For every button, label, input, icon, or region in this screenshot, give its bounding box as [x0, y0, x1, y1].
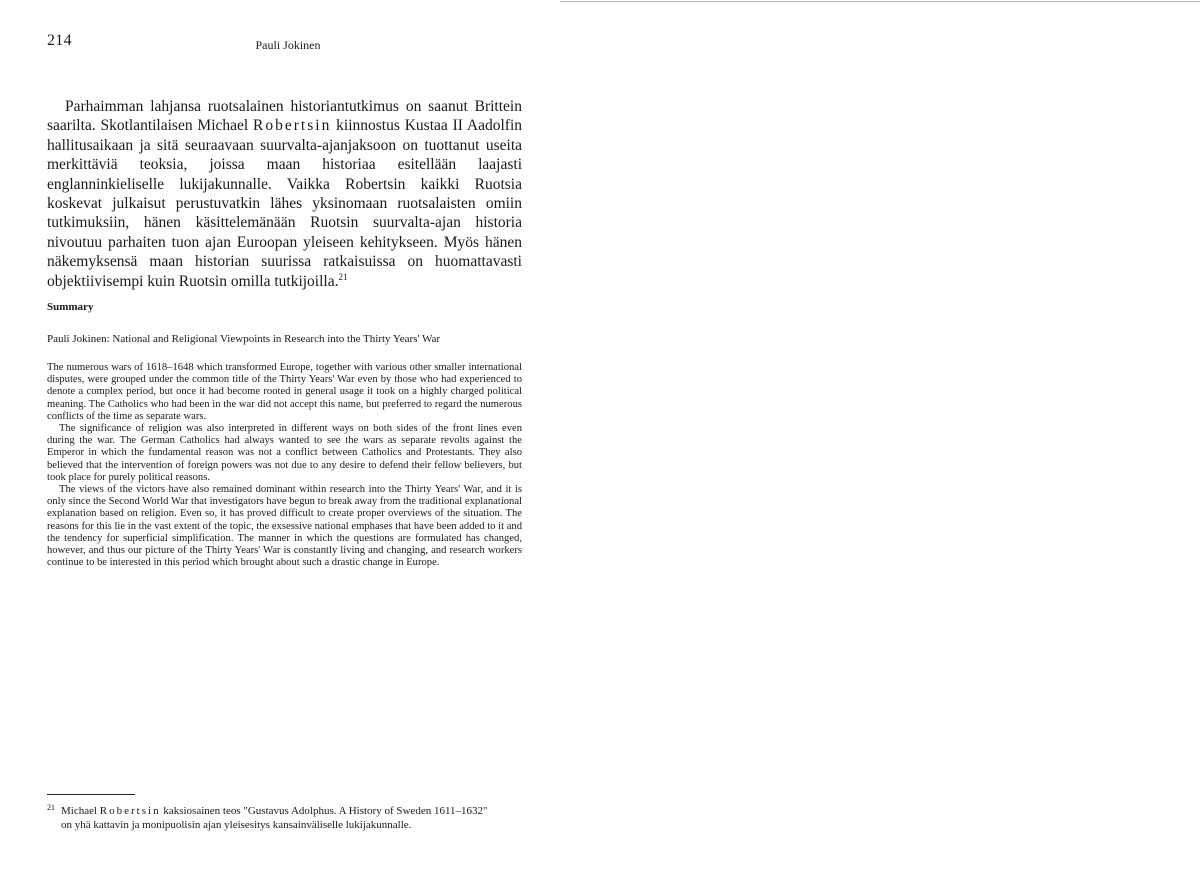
running-head: Pauli Jokinen: [255, 38, 321, 52]
footnote-rule: [47, 794, 135, 795]
page-number: 214: [47, 32, 72, 49]
summary-heading: Summary: [47, 301, 94, 313]
body-text-part2: kiinnostus Kustaa II Aadolfin hallitusaikaan ja sitä seuraavaan suurvalta-ajanjaksoon on tuottanut useita merkittäviä teoksia, joissa maan historiaa esitellään laajasti englanninkieliselle lukijakunnalle. Vaikka Robertsin kaikki Ruotsia koskevat julkaisut perustuvatkin lähes yksinomaan ruotsalaisten omiin tutkimuksiin, hänen käsittelemänään Ruotsin suurvalta-ajan historia nivoutuu parhaiten tuon ajan Euroopan yleiseen kehitykseen. Myös hänen näkemyksensä maan historian suurissa ratkaisuissa on huomattavasti objektiivisempi kuin Ruotsin omilla tutkijoilla.: [47, 117, 522, 290]
summary-paragraph: The numerous wars of 1618–1648 which transformed Europe, together with various other smaller international disputes, were grouped under the common title of the Thirty Years' War even by those who had experienced to denote a complex period, but once it had become rooted in general usage it took on a highly charged political meaning. The Catholics who had been in the war did not accept this name, but preferred to regard the numerous conflicts of the time as separate wars.: [47, 362, 522, 422]
top-edge-rule: [560, 1, 1200, 2]
footnote-mark: 21: [47, 803, 55, 812]
summary-paragraph: The views of the victors have also remained dominant within research into the Thirty Years' War, and it is only since the Second World War that investigators have begun to break away from the traditional explanational explanation based on religion. Even so, it has proved difficult to create proper overviews of the situation. The reasons for this lie in the vast extent of the topic, the exsessive national emphases that have been added to it and the tendency for superficial simplification. The manner in which the questions are formulated has changed, however, and thus our picture of the Thirty Years' War is constantly living and changing, and research workers continue to be interested in this period which brought about such a drastic change in Europe.: [47, 484, 522, 569]
body-text: [47, 97, 522, 291]
summary-paragraph: The significance of religion was also interpreted in different ways on both sides of the front lines even during the war. The German Catholics had always wanted to see the wars as separate revolts against the Emperor in which the fundamental reason was not a conflict between Catholics and Protestants. They also believed that the intervention of foreign powers was not due to any desire to defend their fellow believers, but took place for purely political reasons.: [47, 423, 522, 483]
author-name-spaced: Robertsin: [253, 117, 332, 135]
footnote-reference: 21: [338, 271, 348, 282]
footnote: [47, 801, 537, 832]
right-page-blank: [556, 0, 1200, 872]
summary-body: [47, 362, 522, 569]
footnote-text-post: kaksiosainen teos "Gustavus Adolphus. A History of Sweden 1611–1632": [160, 805, 488, 817]
footnote-author-spaced: Robertsin: [99, 805, 161, 817]
summary-subtitle: Pauli Jokinen: National and Religional Viewpoints in Research into the Thirty Years' War: [47, 333, 441, 345]
footnote-line2: on yhä kattavin ja monipuolisin ajan yleisesitys kansainväliselle lukijakunnalle.: [61, 819, 412, 831]
footnote-text-pre: Michael: [61, 805, 100, 817]
left-page: [0, 0, 556, 872]
body-paragraph: [47, 97, 522, 291]
body-text-part1: Parhaimman lahjansa ruotsalainen historiantutkimus on saanut Brittein saarilta. Skotlantilaisen Michael: [47, 98, 522, 135]
